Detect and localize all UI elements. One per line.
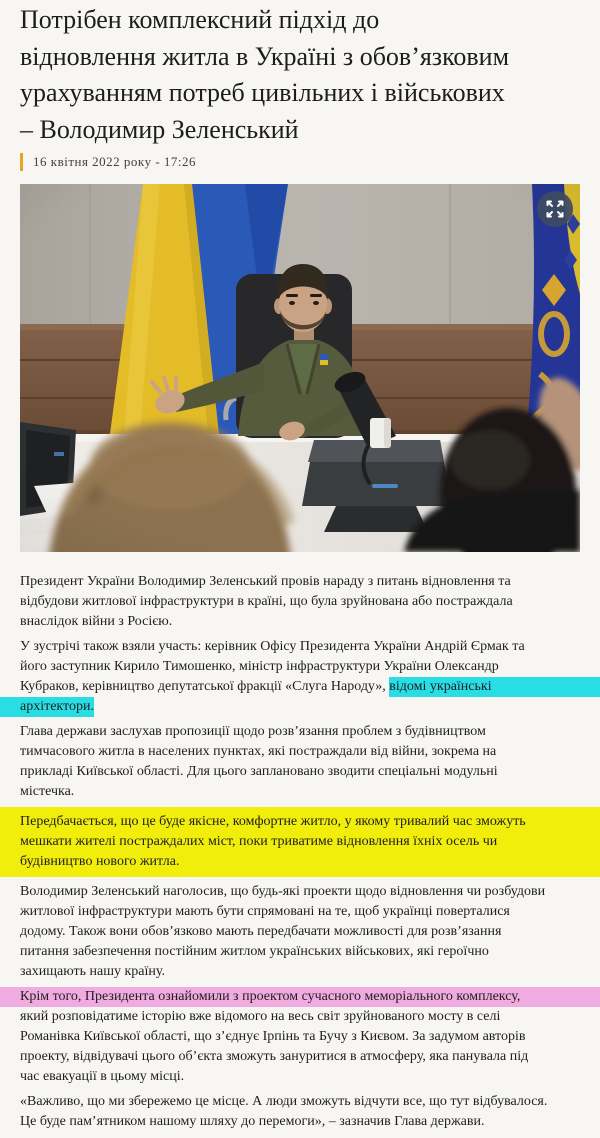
text-segment: Глава держави заслухав пропозиції щодо розв’язання проблем з будівництвом xyxy=(20,724,486,739)
text-line xyxy=(20,902,580,922)
text-line xyxy=(20,942,580,962)
text-line xyxy=(20,1112,580,1132)
text-line xyxy=(20,722,580,742)
text-line xyxy=(20,1067,580,1087)
text-segment: будівництво нового житла. xyxy=(20,854,180,869)
title-line: урахуванням потреб цивільних і військових xyxy=(20,78,505,107)
text-segment: житлової інфраструктури мають бути спрямовані на те, щоб українці поверталися xyxy=(20,904,510,919)
article-photo xyxy=(20,184,580,552)
text-segment: Передбачається, що це буде якісне, комфортне житло, у якому тривалий час зможуть xyxy=(20,814,526,829)
text-line xyxy=(20,657,580,677)
text-segment: проекту, відвідувачі цього об’єкта зможуть зануритися в атмосферу, яка панувала під xyxy=(20,1049,529,1064)
text-line xyxy=(20,812,580,832)
text-line xyxy=(20,987,580,1007)
text-line xyxy=(20,637,580,657)
text-line xyxy=(20,782,580,802)
article-title xyxy=(20,2,580,148)
paragraph-highlight-yellow xyxy=(0,807,600,877)
highlight-cyan: відомі українські xyxy=(389,677,600,697)
article-body xyxy=(20,572,580,1132)
paragraph xyxy=(20,1092,580,1132)
text-segment: відбудови житлової інфраструктури в країні, що була зруйнована або постраждала xyxy=(20,594,513,609)
text-line xyxy=(20,832,580,852)
text-segment: який розповідатиме історію вже відомого на весь світ зруйнованого мосту в селі xyxy=(20,1009,501,1024)
text-line xyxy=(20,882,580,902)
text-line xyxy=(20,1007,580,1027)
dateline xyxy=(20,152,580,172)
text-segment: внаслідок війни з Росією. xyxy=(20,614,173,629)
highlight-cyan: архітектори. xyxy=(0,697,94,717)
text-line xyxy=(20,962,580,982)
article xyxy=(0,2,600,1132)
expand-image-button[interactable] xyxy=(537,191,573,227)
date-accent-bar xyxy=(20,153,23,171)
meeting-photo-illustration xyxy=(20,184,580,552)
text-line xyxy=(20,762,580,782)
text-segment: Кубраков, керівництво депутатської фракції «Слуга Народу», xyxy=(20,679,390,694)
paragraph xyxy=(20,882,580,982)
title-line: Потрібен комплексний підхід до xyxy=(20,5,380,34)
paragraph xyxy=(20,987,580,1087)
expand-arrows-icon xyxy=(537,191,573,227)
text-segment: Володимир Зеленський наголосив, що будь-які проекти щодо відновлення чи розбудови xyxy=(20,884,546,899)
text-segment: Це буде пам’ятником нашому шляху до перемоги», – зазначив Глава держави. xyxy=(20,1114,485,1129)
text-segment: Президент України Володимир Зеленський провів нараду з питань відновлення та xyxy=(20,574,511,589)
text-segment: тимчасового житла в населених пунктах, які постраждали від війни, зокрема на xyxy=(20,744,497,759)
text-segment: додому. Також вони обов’язково мають передбачати можливості для розв’язання xyxy=(20,924,502,939)
text-line xyxy=(20,1092,580,1112)
title-line: відновлення житла в Україні з обов’язковим xyxy=(20,41,510,71)
text-line xyxy=(20,1047,580,1067)
text-segment: питання забезпечення постійним житлом українських військових, які героїчно xyxy=(20,944,489,959)
text-line xyxy=(20,572,580,592)
text-segment: прикладі Київської області. Для цього заплановано зводити спеціальні модульні xyxy=(20,764,498,779)
title-line: – Володимир Зеленський xyxy=(20,114,299,144)
paragraph xyxy=(20,722,580,802)
text-segment: час евакуації в цьому місці. xyxy=(20,1069,185,1084)
paragraph xyxy=(20,637,580,717)
paragraph xyxy=(20,572,580,632)
text-segment: його заступник Кирило Тимошенко, міністр інфраструктури України Олександр xyxy=(20,659,499,674)
text-segment: Романівка Київської області, що з’єднує Ірпінь та Бучу з Києвом. За задумом авторів xyxy=(20,1029,526,1044)
text-line xyxy=(20,677,580,697)
text-segment: містечка. xyxy=(20,784,75,799)
publish-date: 16 квітня 2022 року - 17:26 xyxy=(33,154,197,169)
highlight-pink: Крім того, Президента ознайомили з проектом сучасного меморіального комплексу, xyxy=(0,987,600,1007)
text-line xyxy=(20,742,580,762)
text-segment: захищають нашу країну. xyxy=(20,964,165,979)
text-segment: У зустрічі також взяли участь: керівник Офісу Президента України Андрій Єрмак та xyxy=(20,639,525,654)
text-segment: мешкати жителі постраждалих міст, поки триватиме відновлення їхніх осель чи xyxy=(20,834,498,849)
text-segment: «Важливо, що ми збережемо це місце. А люди зможуть відчути все, що тут відбувалося. xyxy=(20,1094,548,1109)
text-line xyxy=(20,697,580,717)
text-line xyxy=(20,1027,580,1047)
text-line xyxy=(20,852,580,872)
text-line xyxy=(20,592,580,612)
text-line xyxy=(20,922,580,942)
text-line xyxy=(20,612,580,632)
